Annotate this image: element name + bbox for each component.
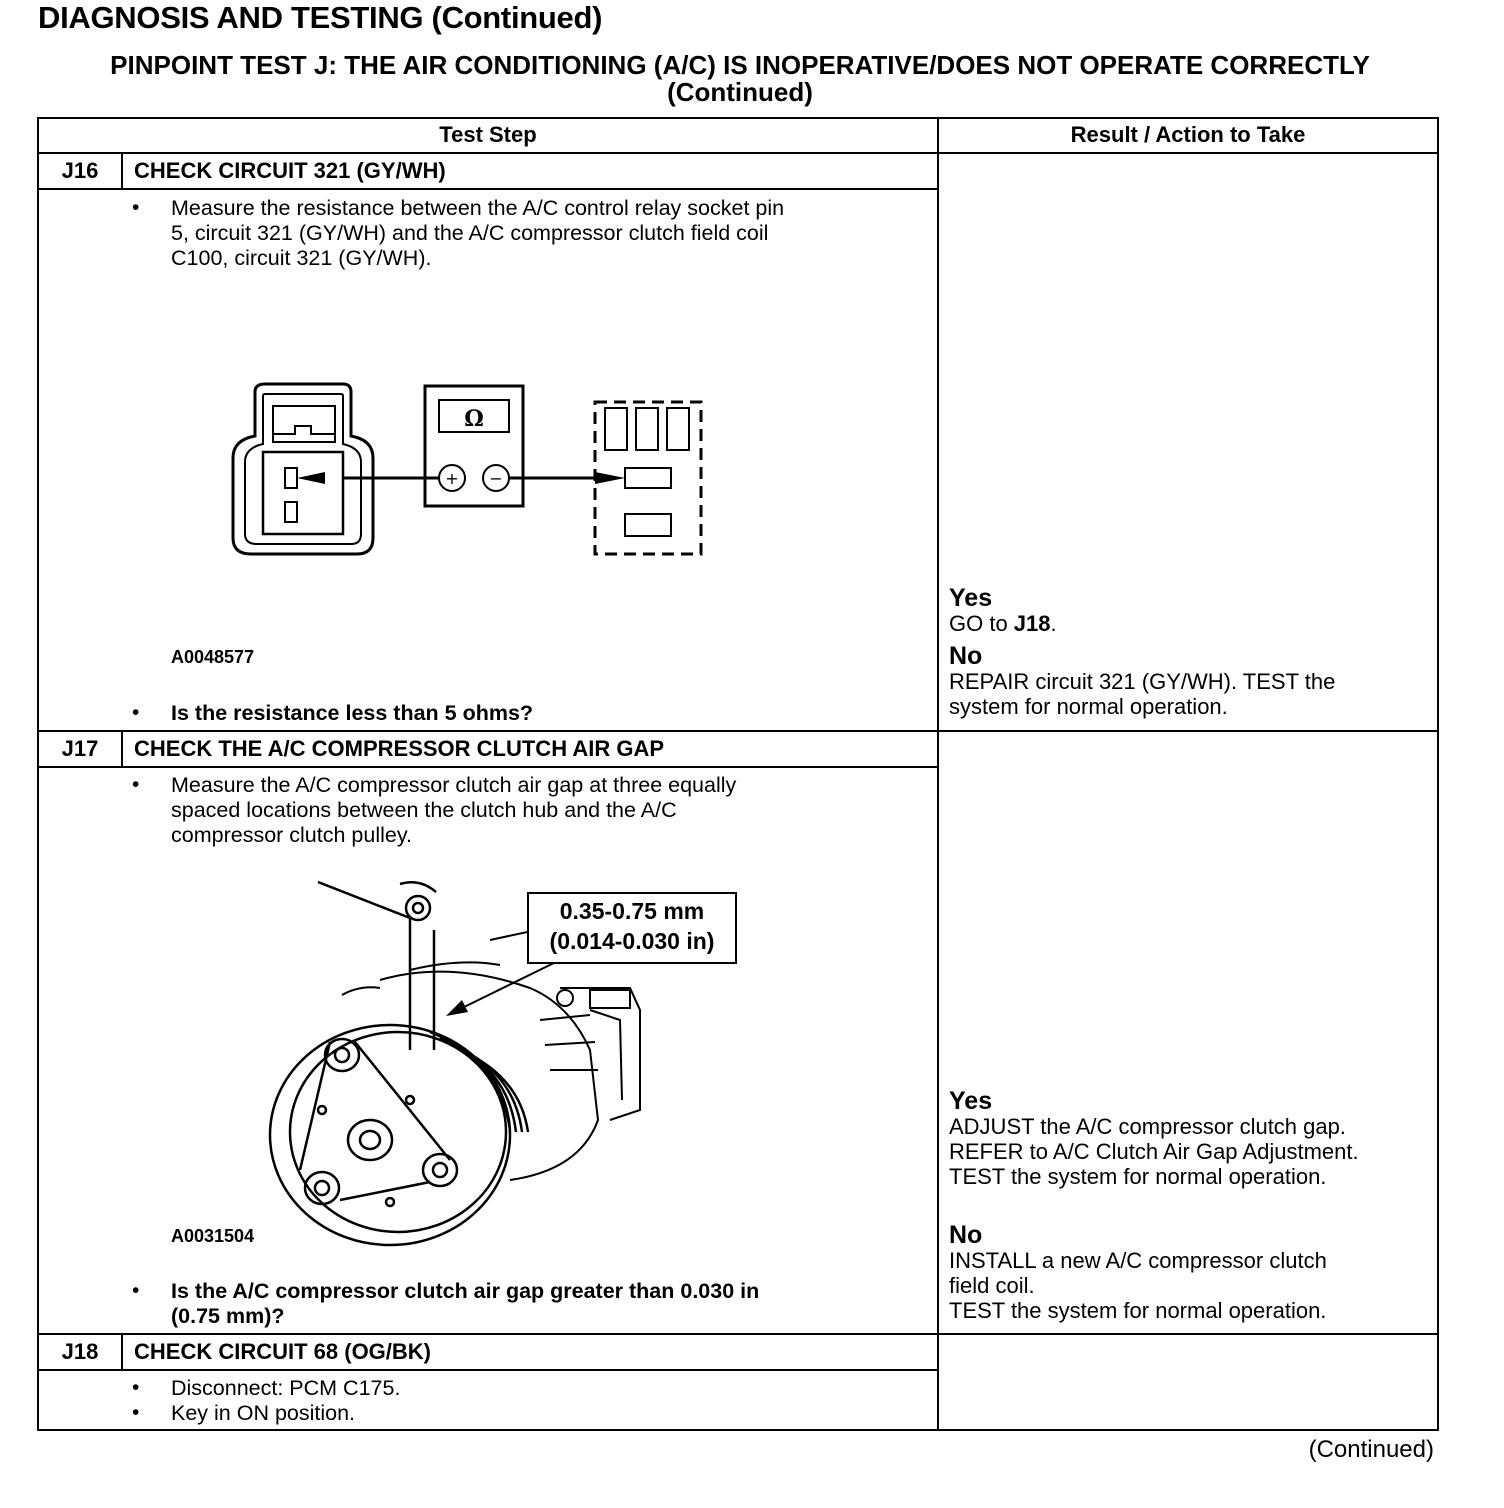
bullet-marker: •	[132, 701, 140, 724]
j16-no-action-line2: system for normal operation.	[949, 694, 1228, 719]
meter-negative-terminal: −	[489, 469, 503, 488]
table-border-top	[37, 117, 1439, 119]
meter-positive-terminal: +	[445, 469, 459, 488]
j17-instruction-line2: spaced locations between the clutch hub and the A/C	[171, 798, 677, 822]
bullet-marker: •	[132, 1376, 140, 1399]
j17-no-action-line1: INSTALL a new A/C compressor clutch	[949, 1248, 1327, 1273]
ohmmeter	[425, 386, 523, 506]
j16-yes-label: Yes	[949, 584, 993, 612]
step-title-j18: CHECK CIRCUIT 68 (OG/BK)	[134, 1339, 432, 1364]
figure-id-j16: A0048577	[171, 647, 255, 667]
step-title-j17: CHECK THE A/C COMPRESSOR CLUTCH AIR GAP	[134, 736, 665, 761]
j17-yes-label: Yes	[949, 1087, 993, 1115]
bullet-marker: •	[132, 1279, 140, 1302]
j16-title-divider	[37, 188, 939, 190]
step-id-j16: J16	[61, 158, 99, 183]
table-border-bottom	[37, 1429, 1439, 1431]
test-leads	[297, 472, 625, 484]
j17-row-divider	[37, 1333, 1439, 1335]
j17-question-line1: Is the A/C compressor clutch air gap greater than 0.030 in	[171, 1279, 760, 1303]
j16-result	[949, 586, 1439, 719]
ohm-symbol-icon: Ω	[464, 406, 484, 432]
j16-no-label: No	[949, 642, 983, 670]
j16-row-divider	[37, 730, 1439, 732]
air-gap-spec-callout	[527, 892, 737, 964]
column-divider	[937, 117, 939, 1431]
pinpoint-test-title	[40, 52, 1440, 106]
air-gap-spec-in: (0.014-0.030 in)	[549, 928, 715, 954]
bullet-marker: •	[132, 196, 140, 219]
j16-no-action-line1: REPAIR circuit 321 (GY/WH). TEST the	[949, 669, 1336, 694]
j17-yes-action-line1: ADJUST the A/C compressor clutch gap.	[949, 1114, 1346, 1139]
table-header-divider	[37, 152, 1439, 154]
figure-id-j17: A0031504	[171, 1226, 255, 1246]
page-title: DIAGNOSIS AND TESTING (Continued)	[38, 0, 603, 35]
j16-question: Is the resistance less than 5 ohms?	[171, 701, 534, 725]
j17-question-line2: (0.75 mm)?	[171, 1304, 285, 1328]
air-gap-spec-mm: 0.35-0.75 mm	[559, 898, 705, 924]
j17-no-action-line3: TEST the system for normal operation.	[949, 1298, 1327, 1323]
bullet-marker: •	[132, 1401, 140, 1424]
j16-instruction-line2: 5, circuit 321 (GY/WH) and the A/C compressor clutch field coil	[171, 221, 769, 245]
j16-yes-action	[949, 611, 1439, 636]
spec-leader-arrow	[446, 960, 560, 1016]
step-id-j17: J17	[61, 736, 99, 761]
column-header-test-step: Test Step	[439, 122, 537, 147]
pinpoint-test-title-line2: (Continued)	[667, 77, 813, 107]
j17-yes-action-line2: REFER to A/C Clutch Air Gap Adjustment.	[949, 1139, 1359, 1164]
j16-instruction-line1: Measure the resistance between the A/C control relay socket pin	[171, 196, 785, 220]
relay-socket-connector	[233, 384, 373, 554]
j18-instruction-2: Key in ON position.	[171, 1401, 356, 1425]
j18-title-divider	[37, 1369, 939, 1371]
j17-instruction-line1: Measure the A/C compressor clutch air gap at three equally	[171, 773, 737, 797]
j16-instruction-line3: C100, circuit 321 (GY/WH).	[171, 246, 432, 270]
j16-yes-post: .	[1050, 611, 1057, 636]
j17-instruction	[171, 773, 931, 848]
j17-question	[171, 1279, 931, 1329]
step-id-j18: J18	[61, 1339, 99, 1364]
table-border-left	[37, 117, 39, 1431]
j17-no-label: No	[949, 1221, 983, 1249]
clutch-pulley	[270, 1025, 528, 1245]
j17-no-action-line2: field coil.	[949, 1273, 1035, 1298]
bullet-marker: •	[132, 773, 140, 796]
j17-instruction-line3: compressor clutch pulley.	[171, 823, 412, 847]
j16-instruction	[171, 196, 931, 271]
pinpoint-test-title-line1: PINPOINT TEST J: THE AIR CONDITIONING (A/C) IS INOPERATIVE/DOES NOT OPERATE CORRECTLY	[110, 50, 1370, 80]
continued-footer: (Continued)	[1308, 1436, 1434, 1463]
j16-yes-pre: GO to	[949, 611, 1014, 636]
column-header-result: Result / Action to Take	[1070, 122, 1306, 147]
j18-instruction-1: Disconnect: PCM C175.	[171, 1376, 401, 1400]
j17-title-divider	[37, 766, 939, 768]
j16-yes-target: J18	[1013, 611, 1051, 636]
step-title-j16: CHECK CIRCUIT 321 (GY/WH)	[134, 158, 446, 183]
j16-resistance-diagram	[225, 378, 715, 568]
j17-result	[949, 1089, 1439, 1323]
j17-yes-action-line3: TEST the system for normal operation.	[949, 1164, 1327, 1189]
